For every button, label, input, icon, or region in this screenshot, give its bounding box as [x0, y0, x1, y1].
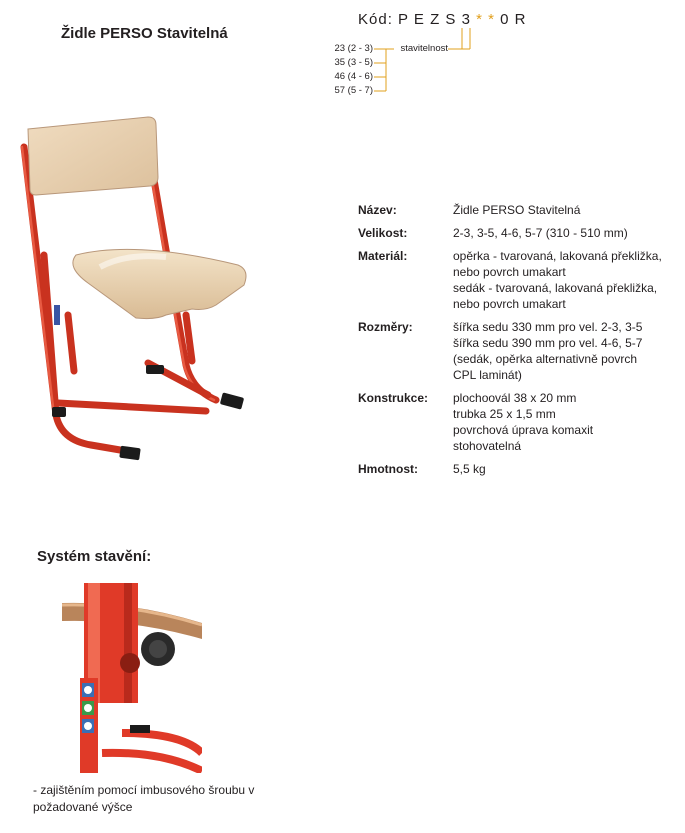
code-size-diagram [324, 28, 504, 100]
size-option: 35 (3 - 5) [334, 57, 373, 68]
spec-row-material [358, 248, 678, 312]
spec-label: Konstrukce: [358, 391, 429, 405]
adjust-system-title: Systém stavění: [37, 548, 152, 565]
code-stars: * * [476, 11, 495, 28]
chair-image [16, 115, 256, 475]
code-prefix: Kód: P E Z S 3 [358, 11, 471, 28]
spec-label: Materiál: [358, 249, 408, 263]
spec-value: plochoovál 38 x 20 mm trubka 25 x 1,5 mm povrchová úprava komaxit stohovatelná [453, 391, 594, 453]
spec-value: šířka sedu 330 mm pro vel. 2-3, 3-5 šířka sedu 390 mm pro vel. 4-6, 5-7 (sedák, opěrka alternativně povrch CPL laminát) [453, 320, 643, 382]
spec-label: Hmotnost: [358, 462, 418, 476]
product-code [358, 11, 526, 28]
spec-label: Název: [358, 203, 397, 217]
code-suffix: 0 R [500, 11, 527, 28]
spec-value: 2-3, 3-5, 4-6, 5-7 (310 - 510 mm) [453, 226, 628, 240]
spec-label: Velikost: [358, 226, 408, 240]
code-param-label: stavitelnost [400, 43, 448, 54]
spec-row-name [358, 202, 678, 218]
spec-row-dimensions [358, 319, 678, 383]
size-option: 23 (2 - 3) [334, 43, 373, 54]
spec-value: opěrka - tvarovaná, lakovaná překližka, nebo povrch umakart sedák - tvarovaná, lakovaná překližka, nebo povrch umakart [453, 249, 662, 311]
spec-row-size [358, 225, 678, 241]
spec-row-weight [358, 461, 678, 477]
size-option: 57 (5 - 7) [334, 85, 373, 96]
spec-row-construction [358, 390, 678, 454]
size-option: 46 (4 - 6) [334, 71, 373, 82]
product-title: Židle PERSO Stavitelná [61, 25, 228, 42]
spec-table [358, 202, 678, 484]
adjust-caption: - zajištěním pomocí imbusového šroubu v požadované výšce [33, 783, 255, 814]
adjustment-detail-image [62, 583, 202, 773]
spec-value: 5,5 kg [453, 462, 486, 476]
spec-label: Rozměry: [358, 320, 413, 334]
spec-value: Židle PERSO Stavitelná [453, 203, 581, 217]
